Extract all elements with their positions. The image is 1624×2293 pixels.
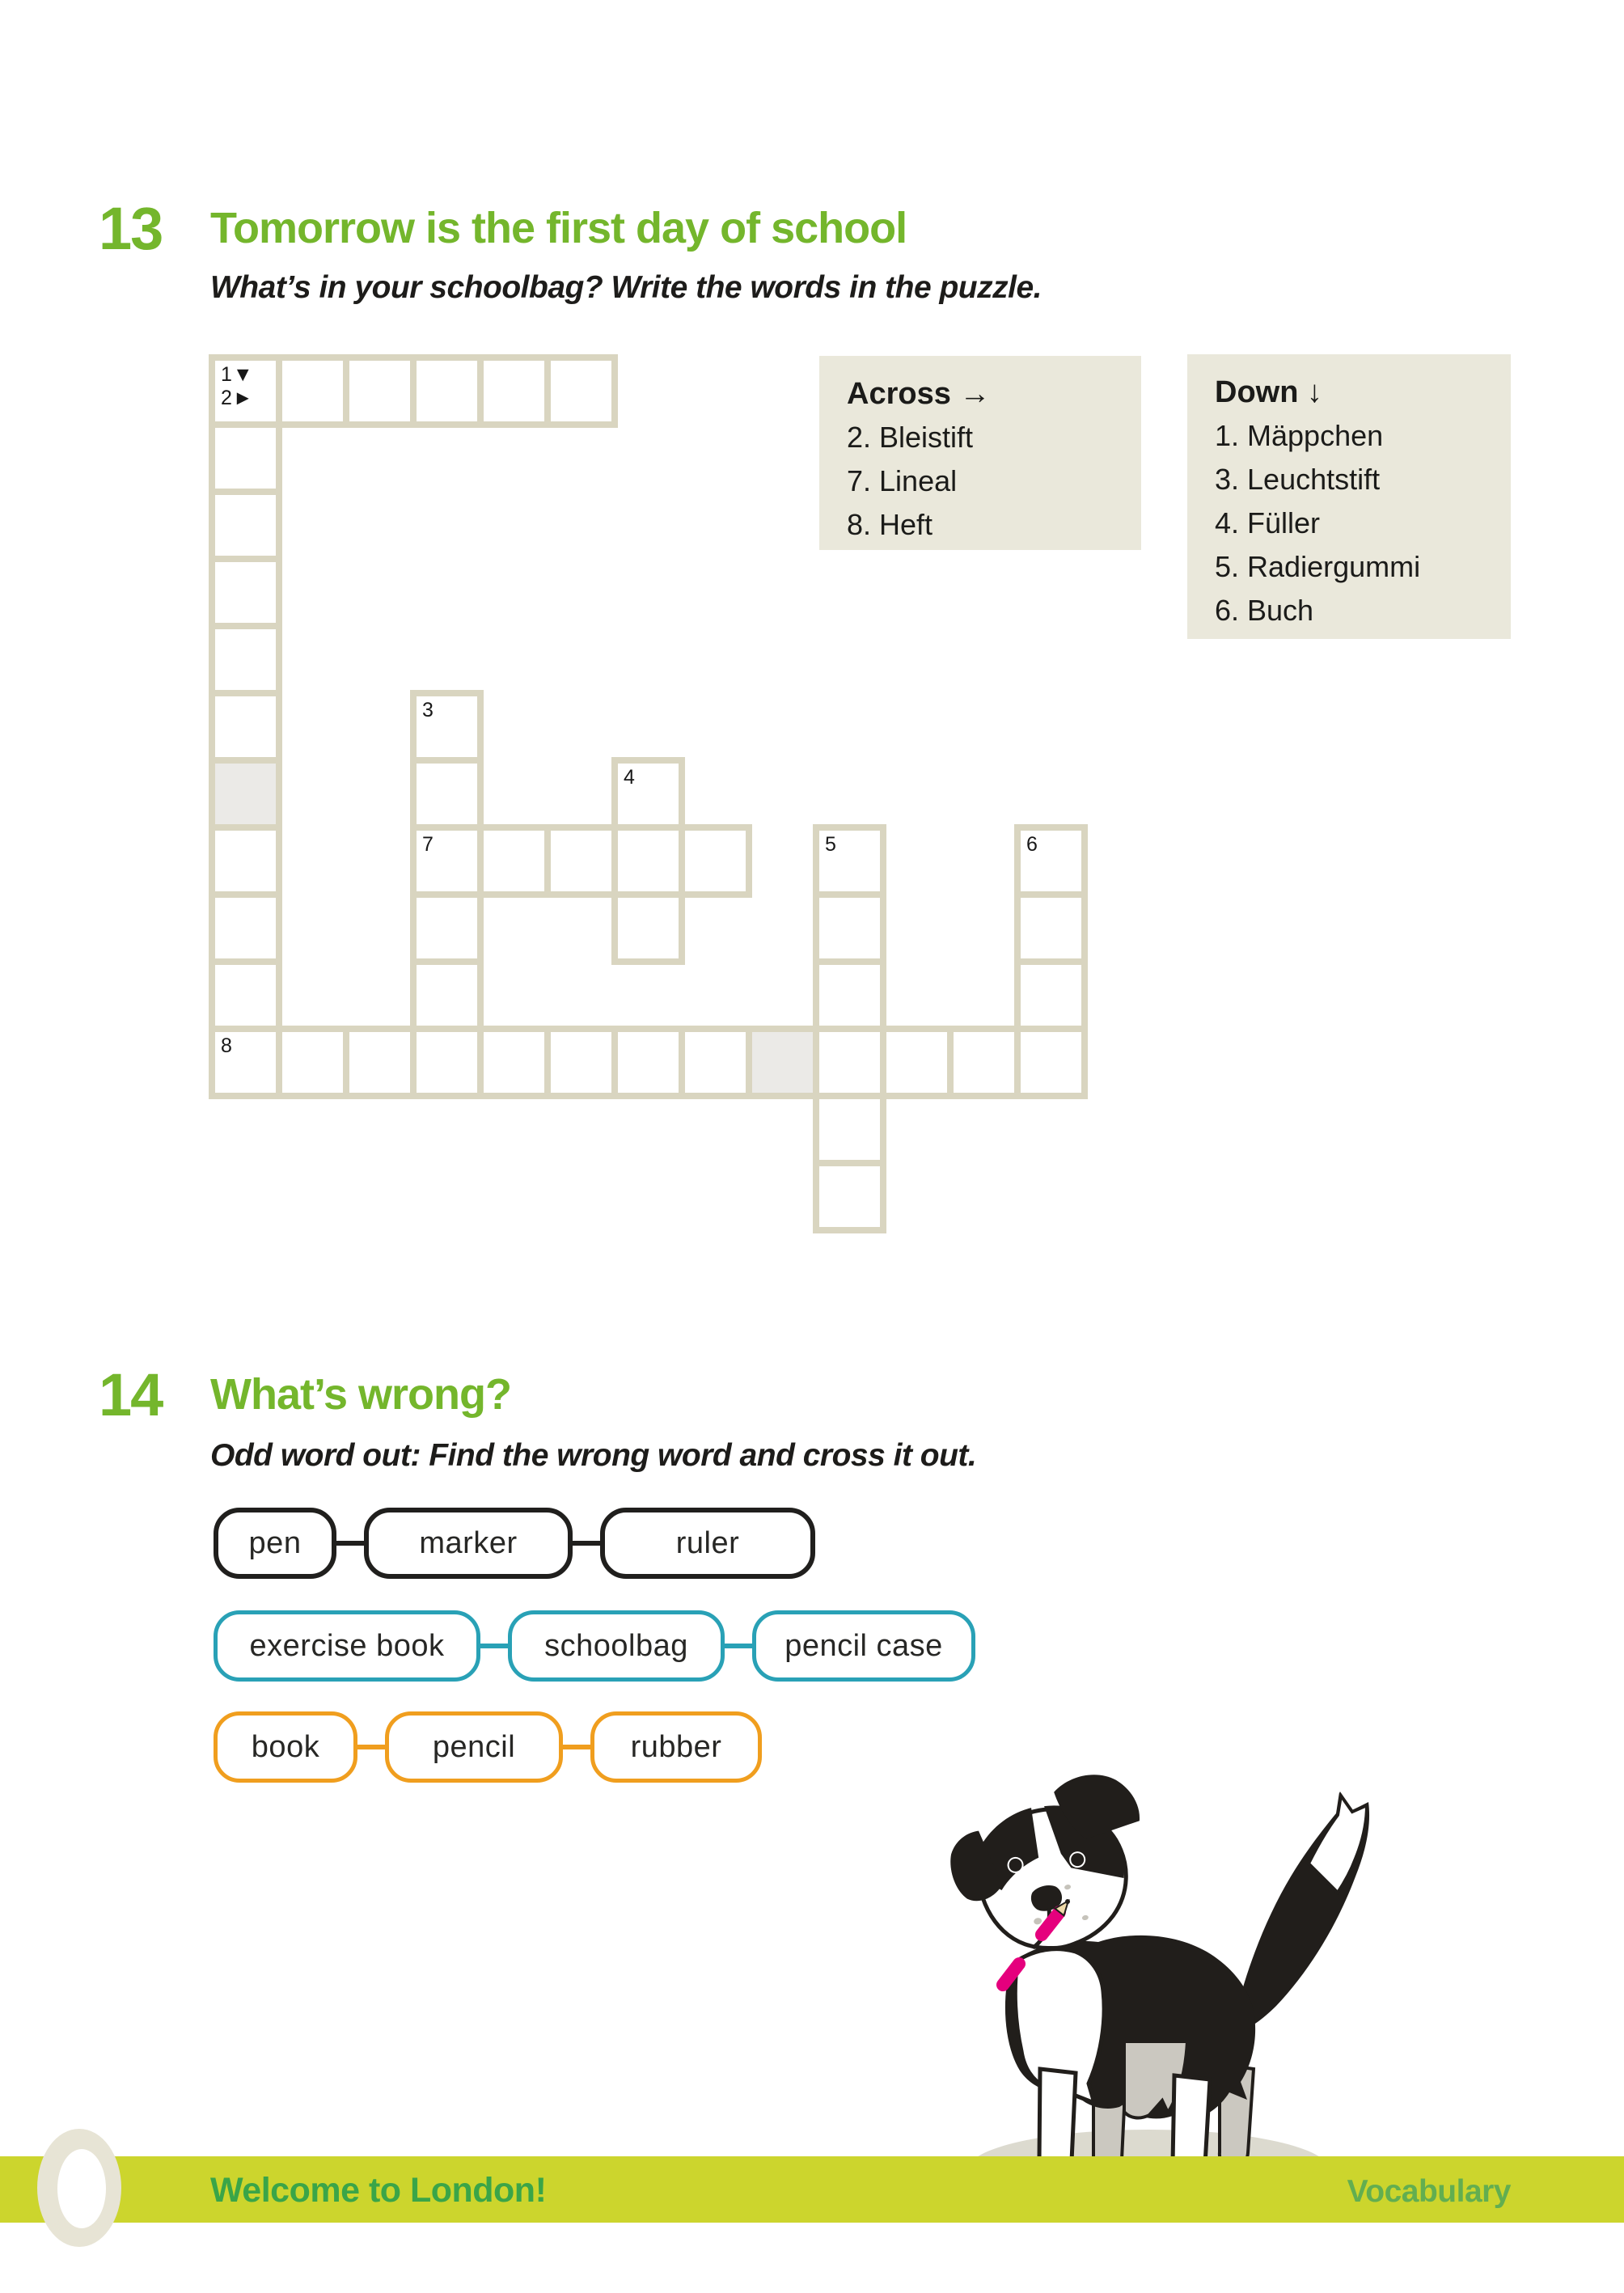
cell-number: 5 [825,833,837,856]
crossword-cell[interactable] [209,623,282,696]
crossword-cell[interactable] [209,757,282,831]
crossword-cell[interactable] [343,354,417,428]
down-header [1215,370,1483,414]
connector-line [480,1644,508,1648]
crossword-cell[interactable] [813,958,886,1032]
crossword-cell[interactable] [410,824,484,898]
crossword-cell[interactable] [477,1026,551,1099]
exercise13-subtitle: What’s in your schoolbag? Write the words in the puzzle. [210,270,1042,305]
cell-number: 8 [221,1034,233,1057]
crossword-cell[interactable] [209,958,282,1032]
cell-number: 3 [422,699,434,721]
down-clue: 3. Leuchtstift [1215,463,1381,496]
connector-line [563,1745,590,1749]
down-header-label: Down [1215,375,1299,409]
footer-section-label: Vocabulary [1347,2174,1511,2209]
crossword-cell[interactable] [410,690,484,764]
word-bubble-schoolbag[interactable]: schoolbag [508,1610,725,1682]
crossword-cell[interactable] [679,824,752,898]
word-bubble-book[interactable]: book [214,1711,357,1783]
crossword-cell[interactable] [1014,958,1088,1032]
across-clue-box [819,356,1141,550]
exercise14-title: What’s wrong? [210,1370,511,1419]
crossword-cell[interactable] [276,354,349,428]
down-clue: 1. Mäppchen [1215,419,1384,452]
crossword-cell[interactable] [813,891,886,965]
crossword-cell[interactable] [947,1026,1021,1099]
connector-line [357,1745,385,1749]
dog-illustration [882,1755,1399,2224]
word-row-2 [214,1610,975,1682]
down-clue-box [1187,354,1511,639]
crossword-cell[interactable] [209,690,282,764]
down-clue: 5. Radiergummi [1215,550,1421,583]
crossword-cell[interactable] [544,824,618,898]
down-arrow-icon: ↓ [1307,375,1322,409]
crossword-cell[interactable] [813,1026,886,1099]
crossword-cell[interactable] [343,1026,417,1099]
crossword-cell[interactable] [209,354,282,428]
word-row-3 [214,1711,762,1783]
crossword-cell[interactable] [679,1026,752,1099]
crossword-cell[interactable] [746,1026,819,1099]
crossword-cell[interactable] [1014,824,1088,898]
crossword-cell[interactable] [276,1026,349,1099]
word-bubble-ruler[interactable]: ruler [600,1508,815,1579]
word-bubble-pencil[interactable]: pencil [385,1711,563,1783]
down-clue: 4. Füller [1215,506,1321,539]
exercise14-number: 14 [99,1361,163,1428]
across-clue: 7. Lineal [847,464,958,497]
crossword-cell[interactable] [209,421,282,495]
exercise13-number: 13 [99,195,163,262]
footer-ring-center [57,2149,106,2228]
crossword-cell[interactable] [477,824,551,898]
crossword-cell[interactable] [410,757,484,831]
crossword-cell[interactable] [1014,891,1088,965]
footer-unit-title: Welcome to London! [210,2171,547,2210]
crossword-cell[interactable] [209,489,282,562]
word-bubble-pencil-case[interactable]: pencil case [752,1610,975,1682]
connector-line [725,1644,752,1648]
down-clue: 6. Buch [1215,594,1314,627]
crossword-cell[interactable] [477,354,551,428]
exercise13-title: Tomorrow is the first day of school [210,204,907,252]
crossword-cell[interactable] [410,1026,484,1099]
exercise14-subtitle: Odd word out: Find the wrong word and cross it out. [210,1438,977,1473]
crossword-cell[interactable] [611,891,685,965]
word-row-1 [214,1508,815,1579]
across-clue: 8. Heft [847,508,933,541]
crossword-cell[interactable] [410,891,484,965]
crossword-cell[interactable] [209,891,282,965]
connector-line [573,1541,600,1546]
crossword-cell[interactable] [1014,1026,1088,1099]
crossword-cell[interactable] [209,824,282,898]
cell-number: 4 [624,766,636,789]
across-header-label: Across [847,377,951,411]
across-header [847,372,1114,416]
crossword-cell[interactable] [209,556,282,629]
crossword-cell[interactable] [611,824,685,898]
word-bubble-rubber[interactable]: rubber [590,1711,762,1783]
cell-number: 1▼ 2► [221,363,254,409]
crossword-cell[interactable] [813,1160,886,1233]
crossword-cell[interactable] [544,1026,618,1099]
across-clue: 2. Bleistift [847,421,974,454]
crossword-cell[interactable] [209,1026,282,1099]
connector-line [336,1541,364,1546]
crossword-cell[interactable] [410,354,484,428]
crossword-cell[interactable] [544,354,618,428]
cell-number: 6 [1026,833,1038,856]
crossword-cell[interactable] [410,958,484,1032]
word-bubble-exercise-book[interactable]: exercise book [214,1610,480,1682]
cell-number: 7 [422,833,434,856]
crossword-cell[interactable] [813,1093,886,1166]
crossword-cell[interactable] [880,1026,954,1099]
word-bubble-pen[interactable]: pen [214,1508,336,1579]
right-arrow-icon: → [959,377,991,411]
crossword-cell[interactable] [611,757,685,831]
crossword-cell[interactable] [813,824,886,898]
word-bubble-marker[interactable]: marker [364,1508,573,1579]
crossword-cell[interactable] [611,1026,685,1099]
